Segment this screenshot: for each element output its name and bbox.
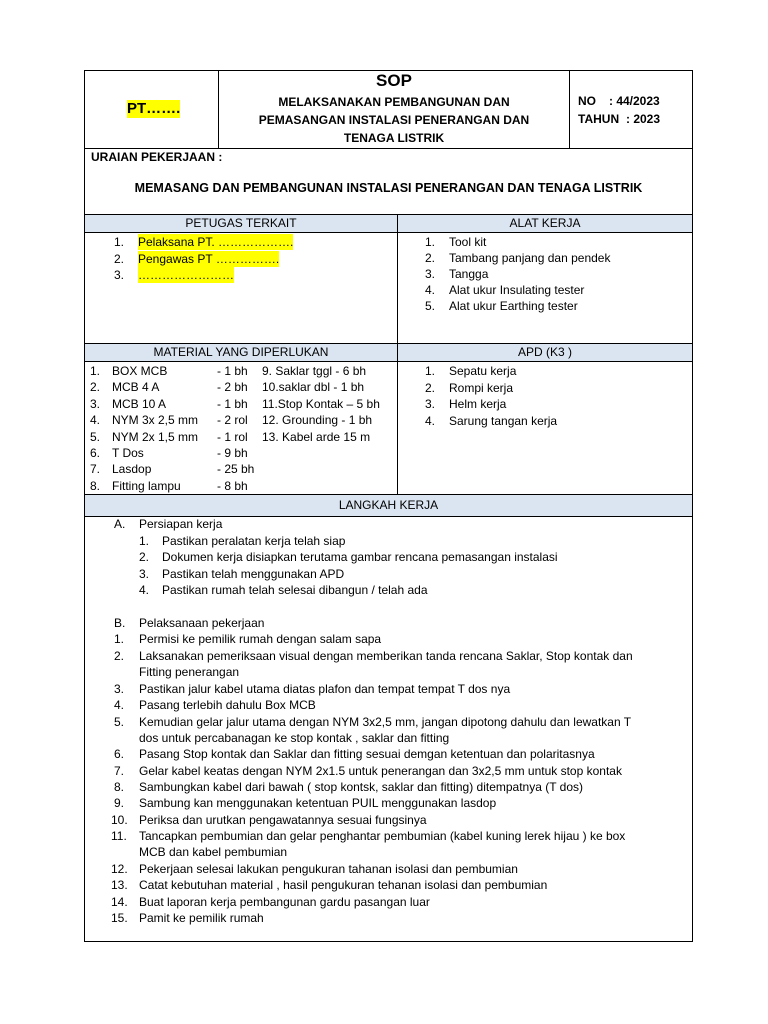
petugas-header: PETUGAS TERKAIT <box>185 216 297 230</box>
material-item-num: 3. <box>90 397 101 411</box>
step-text: Buat laporan kerja pembangunan gardu pasangan luar <box>139 895 430 909</box>
section-a-letter: A. <box>114 517 126 531</box>
step-num: 8. <box>114 780 125 794</box>
material-item-qty: - 1 rol <box>217 430 248 444</box>
step-text: Pasang terlebih dahulu Box MCB <box>139 698 316 712</box>
alat-item-num: 2. <box>425 251 436 265</box>
material-item-qty: - 2 bh <box>217 380 248 394</box>
material-item-qty: - 1 bh <box>217 397 248 411</box>
sop-document <box>84 70 693 942</box>
step-text: Permisi ke pemilik rumah dengan salam sapa <box>139 632 382 646</box>
apd-item: Sarung tangan kerja <box>449 414 558 428</box>
alat-item-num: 4. <box>425 283 436 297</box>
step-text: Laksanakan pemeriksaan visual dengan memberikan tanda rencana Saklar, Stop kontak dan <box>139 649 633 663</box>
step-num: 9. <box>114 796 125 810</box>
header-divider-right <box>569 71 570 148</box>
material-item-name: NYM 3x 2,5 mm <box>112 413 199 427</box>
material-item-qty: - 25 bh <box>217 462 255 476</box>
step-text: Sambung kan menggunakan ketentuan PUIL menggunakan lasdop <box>139 796 497 810</box>
section-a-item-num: 1. <box>139 534 150 548</box>
sop-title: SOP <box>376 71 412 90</box>
material-item-qty: - 2 rol <box>217 413 248 427</box>
section-a-item: Pastikan peralatan kerja telah siap <box>162 534 346 548</box>
apd-item: Sepatu kerja <box>449 364 517 378</box>
step-num: 10. <box>111 813 128 827</box>
step-num: 2. <box>114 649 125 663</box>
alat-header: ALAT KERJA <box>509 216 581 230</box>
doc-title-line-1: MELAKSANAKAN PEMBANGUNAN DAN <box>278 95 510 109</box>
material-item-name: MCB 4 A <box>112 380 160 394</box>
material-item-qty: - 8 bh <box>217 479 248 493</box>
petugas-item: Pelaksana PT. ………………. <box>138 235 294 249</box>
step-text: Pastikan jalur kabel utama diatas plafon dan tempat tempat T dos nya <box>139 682 511 696</box>
apd-item-num: 1. <box>425 364 436 378</box>
step-text: MCB dan kabel pembumian <box>139 845 288 859</box>
material-item: 12. Grounding - 1 bh <box>262 413 373 427</box>
step-text: Gelar kabel keatas dengan NYM 2x1.5 untuk penerangan dan 3x2,5 mm untuk stop kontak <box>139 764 622 778</box>
material-item-num: 7. <box>90 462 101 476</box>
step-text: Fitting penerangan <box>139 665 240 679</box>
alat-item-num: 5. <box>425 299 436 313</box>
step-text: Pamit ke pemilik rumah <box>139 911 264 925</box>
doc-title-line-2: PEMASANGAN INSTALASI PENERANGAN DAN <box>258 113 530 127</box>
material-item-num: 2. <box>90 380 101 394</box>
apd-item-num: 3. <box>425 397 436 411</box>
section-b-title: Pelaksanaan pekerjaan <box>139 616 265 630</box>
petugas-item-num: 2. <box>114 252 125 266</box>
step-num: 1. <box>114 632 125 646</box>
material-item-num: 4. <box>90 413 101 427</box>
step-num: 5. <box>114 715 125 729</box>
tahun-value: : 2023 <box>626 112 661 126</box>
material-item: 11.Stop Kontak – 5 bh <box>262 397 380 411</box>
alat-item: Alat ukur Earthing tester <box>449 299 578 313</box>
alat-item: Tool kit <box>449 235 487 249</box>
material-item-num: 8. <box>90 479 101 493</box>
alat-item: Tangga <box>449 267 489 281</box>
step-num: 13. <box>111 878 128 892</box>
step-text: Sambungkan kabel dari bawah ( stop kontsk, saklar dan fitting) ditempatnya (T dos) <box>139 780 584 794</box>
apd-item: Rompi kerja <box>449 381 514 395</box>
tahun-label: TAHUN <box>578 112 620 126</box>
company-name: PT……. <box>127 100 181 117</box>
apd-item-num: 4. <box>425 414 436 428</box>
petugas-item: …………………… <box>138 268 234 282</box>
step-num: 6. <box>114 747 125 761</box>
step-num: 15. <box>111 911 128 925</box>
alat-item: Alat ukur Insulating tester <box>449 283 585 297</box>
material-item-num: 5. <box>90 430 101 444</box>
material-item: 9. Saklar tggl - 6 bh <box>262 364 367 378</box>
petugas-item-num: 1. <box>114 235 125 249</box>
step-text: Periksa dan urutkan pengawatannya sesuai fungsinya <box>139 813 427 827</box>
material-item-name: NYM 2x 1,5 mm <box>112 430 199 444</box>
material-item-name: Fitting lampu <box>112 479 181 493</box>
material-item-qty: - 9 bh <box>217 446 248 460</box>
step-num: 14. <box>111 895 128 909</box>
material-item-name: T Dos <box>112 446 144 460</box>
material-item-qty: - 1 bh <box>217 364 248 378</box>
step-num: 4. <box>114 698 125 712</box>
step-num: 3. <box>114 682 125 696</box>
uraian-text: MEMASANG DAN PEMBANGUNAN INSTALASI PENERANGAN DAN TENAGA LISTRIK <box>134 181 643 195</box>
material-item-name: Lasdop <box>112 462 152 476</box>
step-text: Pekerjaan selesai lakukan pengukuran tahanan isolasi dan pembumian <box>139 862 518 876</box>
section-a-title: Persiapan kerja <box>139 517 223 531</box>
section-a-item: Pastikan rumah telah selesai dibangun / telah ada <box>162 583 428 597</box>
alat-item-num: 1. <box>425 235 436 249</box>
row-divider <box>85 232 692 233</box>
step-text: Kemudian gelar jalur utama dengan NYM 3x2,5 mm, jangan dipotong dahulu dan lewatkan T <box>139 715 632 729</box>
step-num: 12. <box>111 862 128 876</box>
no-label: NO <box>578 94 596 108</box>
petugas-item: Pengawas PT ……………. <box>138 252 280 266</box>
doc-title-line-3: TENAGA LISTRIK <box>343 131 445 145</box>
step-text: Catat kebutuhan material , hasil pengukuran tehanan isolasi dan pembumian <box>139 878 548 892</box>
step-num: 7. <box>114 764 125 778</box>
uraian-label: URAIAN PEKERJAAN : <box>91 150 223 164</box>
row-divider <box>85 361 692 362</box>
material-item-name: BOX MCB <box>112 364 168 378</box>
material-item-name: MCB 10 A <box>112 397 167 411</box>
apd-item-num: 2. <box>425 381 436 395</box>
section-a-item-num: 2. <box>139 550 150 564</box>
section-a-item-num: 4. <box>139 583 150 597</box>
step-num: 11. <box>111 829 127 843</box>
section-a-item-num: 3. <box>139 567 150 581</box>
section-a-item: Pastikan telah menggunakan APD <box>162 567 345 581</box>
step-text: dos untuk percabanagan ke stop kontak , saklar dan fitting <box>139 731 450 745</box>
step-text: Tancapkan pembumian dan gelar penghantar pembumian (kabel kuning lerek hijau ) ke box <box>139 829 626 843</box>
no-value: : 44/2023 <box>609 94 660 108</box>
section-b-letter: B. <box>114 616 126 630</box>
material-header: MATERIAL YANG DIPERLUKAN <box>153 345 329 359</box>
apd-header: APD (K3 ) <box>517 345 572 359</box>
material-item: 13. Kabel arde 15 m <box>262 430 371 444</box>
alat-item-num: 3. <box>425 267 436 281</box>
apd-item: Helm kerja <box>449 397 507 411</box>
step-text: Pasang Stop kontak dan Saklar dan fitting sesuai demgan ketentuan dan polaritasnya <box>139 747 595 761</box>
material-item-num: 1. <box>90 364 101 378</box>
petugas-item-num: 3. <box>114 268 125 282</box>
langkah-header: LANGKAH KERJA <box>338 498 439 512</box>
material-item: 10.saklar dbl - 1 bh <box>262 380 365 394</box>
section-a-item: Dokumen kerja disiapkan terutama gambar rencana pemasangan instalasi <box>162 550 558 564</box>
alat-item: Tambang panjang dan pendek <box>449 251 611 265</box>
material-item-num: 6. <box>90 446 101 460</box>
